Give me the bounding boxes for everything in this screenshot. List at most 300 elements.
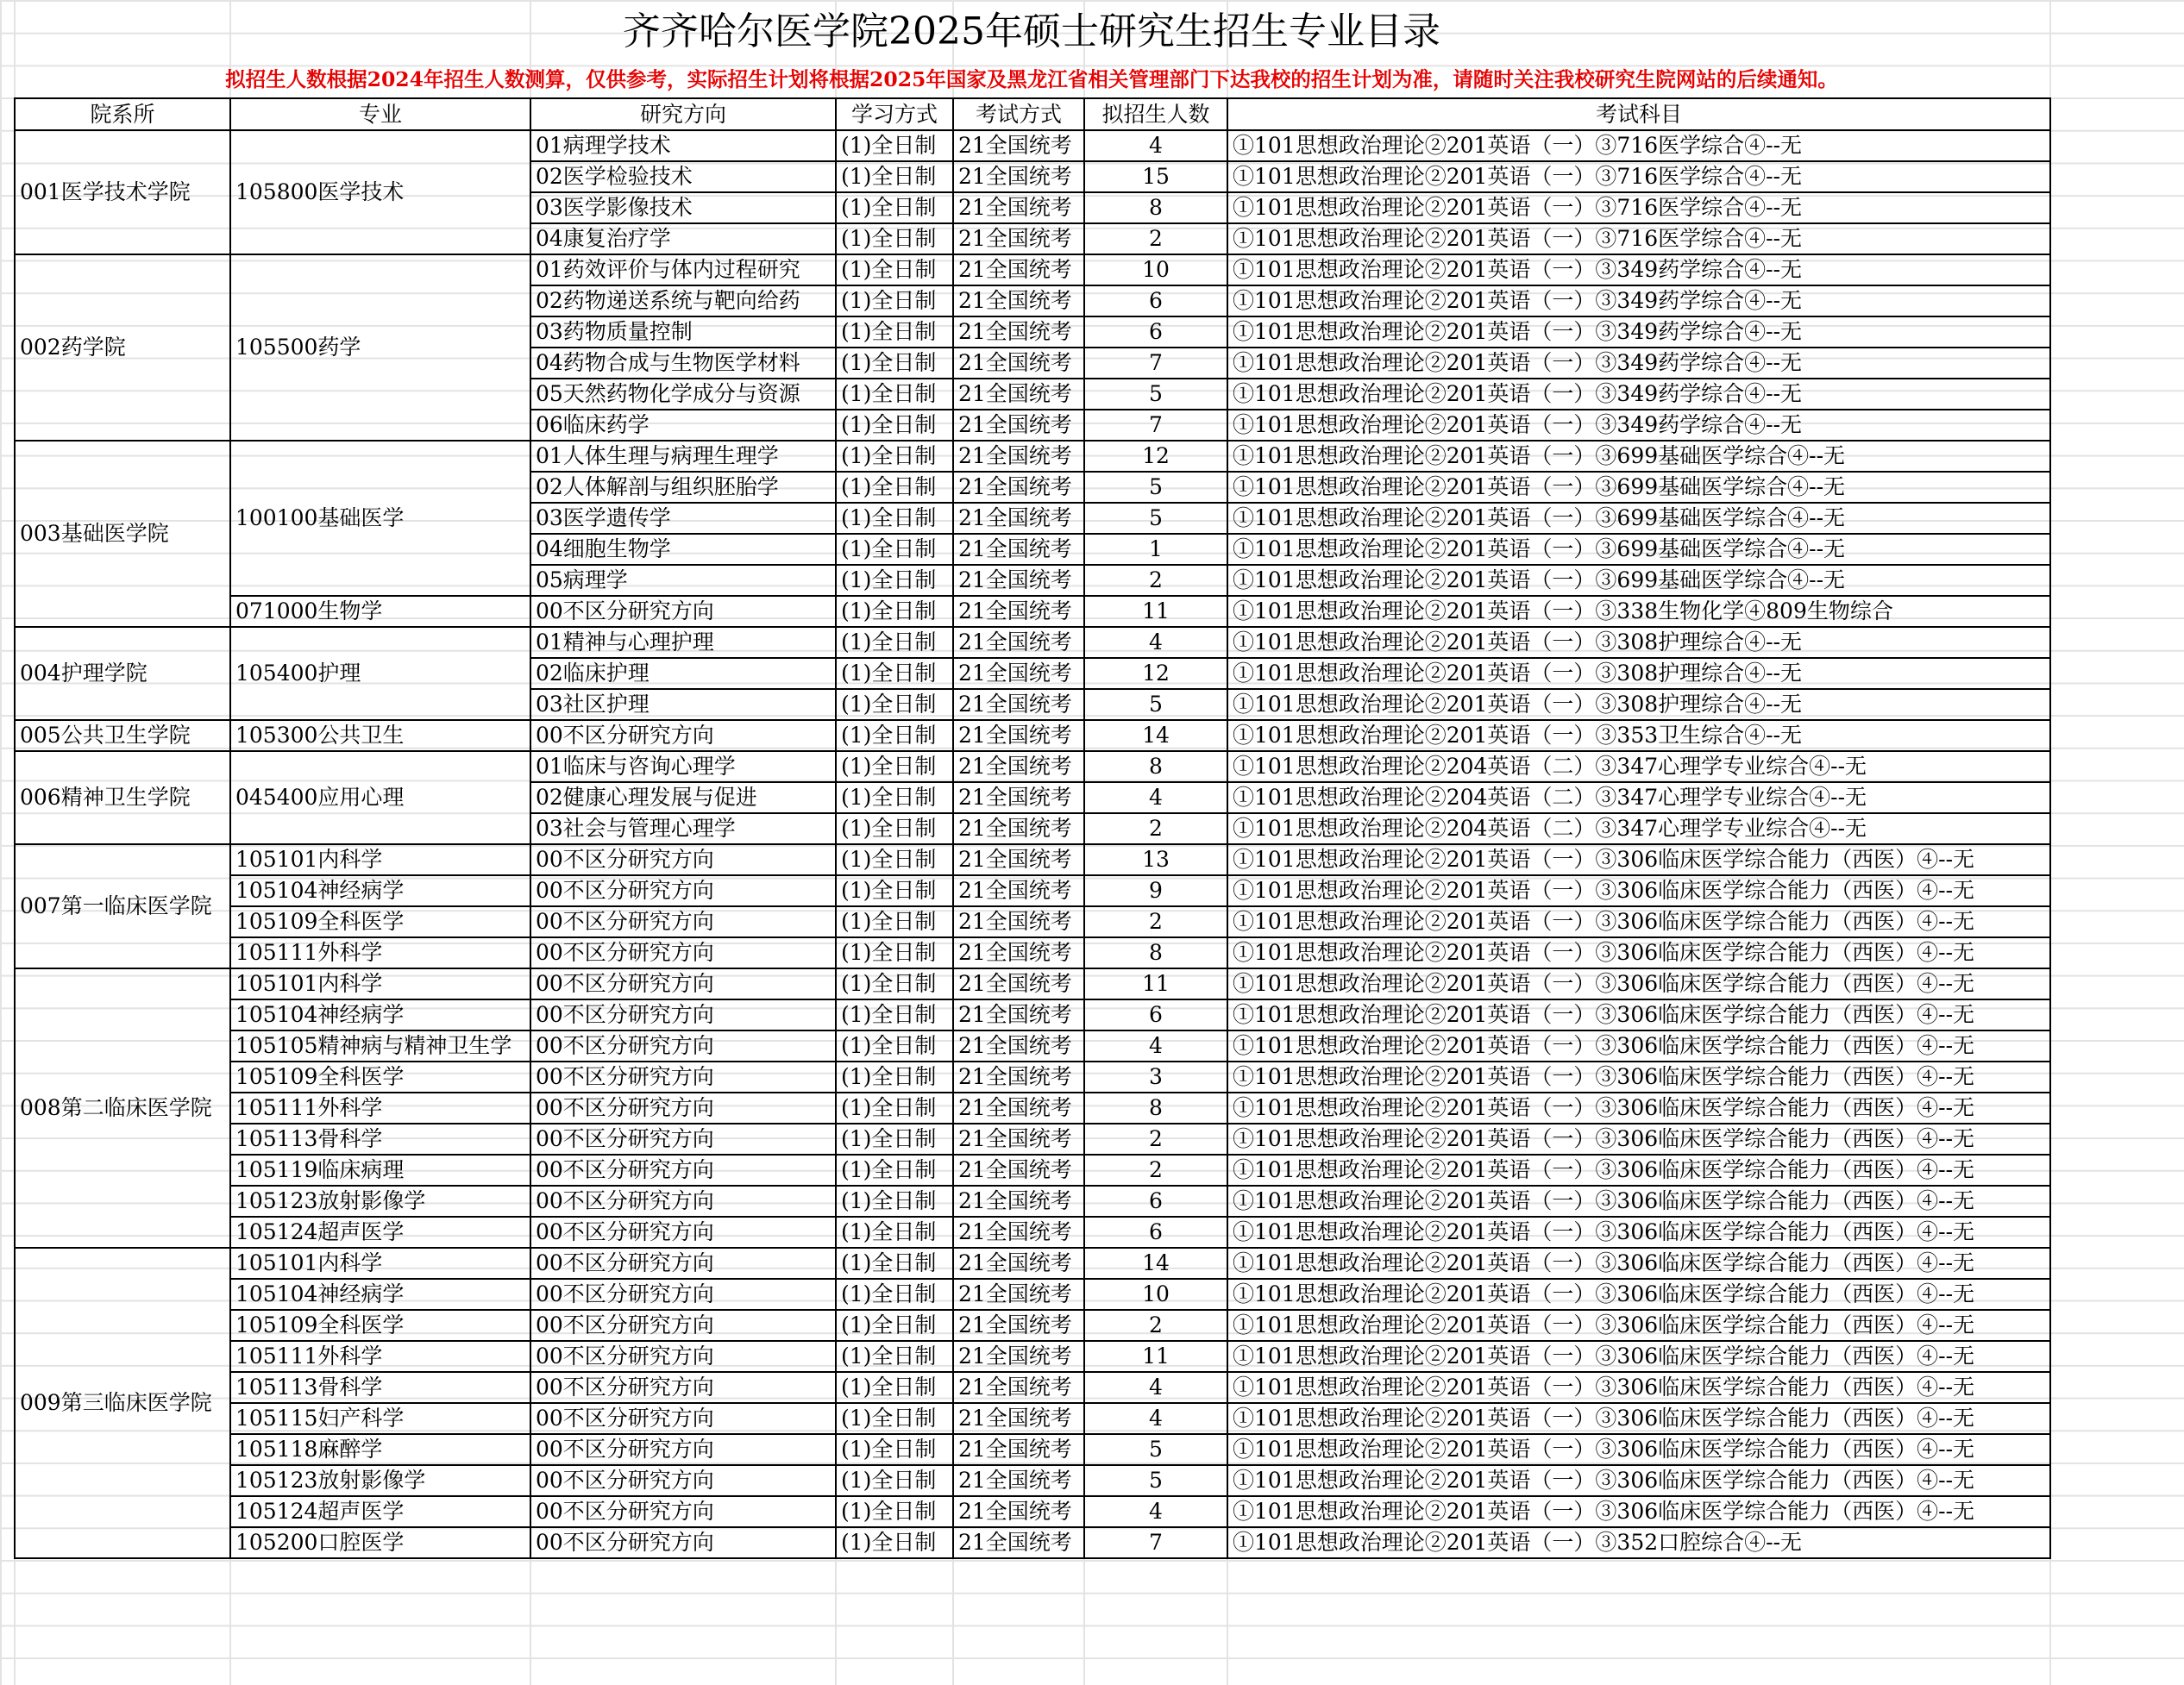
exam-subjects-cell: ①101思想政治理论②201英语（一）③306临床医学综合能力（西医）④--无 (1227, 1372, 2050, 1403)
direction-cell: 04药物合成与生物医学材料 (530, 348, 836, 379)
enrollment-cell: 9 (1084, 875, 1227, 906)
enrollment-cell: 7 (1084, 410, 1227, 441)
header-dept: 院系所 (15, 98, 230, 130)
enrollment-cell: 4 (1084, 1030, 1227, 1062)
exam-subjects-cell: ①101思想政治理论②201英语（一）③306临床医学综合能力（西医）④--无 (1227, 968, 2050, 999)
exam-mode-cell: 21全国统考 (953, 285, 1084, 316)
exam-mode-cell: 21全国统考 (953, 720, 1084, 751)
study-mode-cell: (1)全日制 (836, 192, 953, 223)
exam-subjects-cell: ①101思想政治理论②201英语（一）③716医学综合④--无 (1227, 161, 2050, 192)
header-exam-subjects: 考试科目 (1227, 98, 2050, 130)
exam-subjects-cell: ①101思想政治理论②204英语（二）③347心理学专业综合④--无 (1227, 751, 2050, 782)
table-row (15, 1248, 2050, 1279)
exam-subjects-cell: ①101思想政治理论②201英语（一）③306临床医学综合能力（西医）④--无 (1227, 1341, 2050, 1372)
table-row (15, 1124, 2050, 1155)
major-cell: 105800医学技术 (230, 130, 530, 254)
study-mode-cell: (1)全日制 (836, 534, 953, 565)
study-mode-cell: (1)全日制 (836, 1217, 953, 1248)
major-cell: 105101内科学 (230, 968, 530, 999)
direction-cell: 04细胞生物学 (530, 534, 836, 565)
study-mode-cell: (1)全日制 (836, 254, 953, 285)
exam-subjects-cell: ①101思想政治理论②201英语（一）③306临床医学综合能力（西医）④--无 (1227, 1217, 2050, 1248)
study-mode-cell: (1)全日制 (836, 1310, 953, 1341)
study-mode-cell: (1)全日制 (836, 720, 953, 751)
major-cell: 105104神经病学 (230, 999, 530, 1030)
direction-cell: 00不区分研究方向 (530, 1527, 836, 1558)
direction-cell: 03医学遗传学 (530, 503, 836, 534)
exam-subjects-cell: ①101思想政治理论②201英语（一）③349药学综合④--无 (1227, 410, 2050, 441)
direction-cell: 01病理学技术 (530, 130, 836, 161)
study-mode-cell: (1)全日制 (836, 906, 953, 937)
direction-cell: 05病理学 (530, 565, 836, 596)
direction-cell: 00不区分研究方向 (530, 1248, 836, 1279)
exam-mode-cell: 21全国统考 (953, 937, 1084, 968)
enrollment-cell: 1 (1084, 534, 1227, 565)
exam-mode-cell: 21全国统考 (953, 1217, 1084, 1248)
study-mode-cell: (1)全日制 (836, 1434, 953, 1465)
study-mode-cell: (1)全日制 (836, 1465, 953, 1496)
table-row (15, 1279, 2050, 1310)
exam-subjects-cell: ①101思想政治理论②201英语（一）③349药学综合④--无 (1227, 348, 2050, 379)
exam-subjects-cell: ①101思想政治理论②201英语（一）③349药学综合④--无 (1227, 316, 2050, 348)
enrollment-cell: 4 (1084, 782, 1227, 813)
study-mode-cell: (1)全日制 (836, 596, 953, 627)
table-row (15, 875, 2050, 906)
direction-cell: 00不区分研究方向 (530, 1124, 836, 1155)
exam-mode-cell: 21全国统考 (953, 1465, 1084, 1496)
exam-subjects-cell: ①101思想政治理论②201英语（一）③352口腔综合④--无 (1227, 1527, 2050, 1558)
exam-mode-cell: 21全国统考 (953, 348, 1084, 379)
enrollment-cell: 2 (1084, 1155, 1227, 1186)
exam-subjects-cell: ①101思想政治理论②201英语（一）③306临床医学综合能力（西医）④--无 (1227, 1155, 2050, 1186)
exam-mode-cell: 21全国统考 (953, 1062, 1084, 1093)
study-mode-cell: (1)全日制 (836, 1341, 953, 1372)
exam-mode-cell: 21全国统考 (953, 316, 1084, 348)
table-row (15, 751, 2050, 782)
major-cell: 105300公共卫生 (230, 720, 530, 751)
exam-mode-cell: 21全国统考 (953, 1155, 1084, 1186)
dept-cell: 001医学技术学院 (15, 130, 230, 254)
enrollment-cell: 11 (1084, 596, 1227, 627)
exam-subjects-cell: ①101思想政治理论②201英语（一）③306临床医学综合能力（西医）④--无 (1227, 937, 2050, 968)
table-row (15, 844, 2050, 875)
enrollment-cell: 2 (1084, 223, 1227, 254)
table-row (15, 1062, 2050, 1093)
study-mode-cell: (1)全日制 (836, 1093, 953, 1124)
enrollment-cell: 5 (1084, 503, 1227, 534)
direction-cell: 00不区分研究方向 (530, 1217, 836, 1248)
table-row (15, 937, 2050, 968)
exam-subjects-cell: ①101思想政治理论②201英语（一）③699基础医学综合④--无 (1227, 503, 2050, 534)
exam-mode-cell: 21全国统考 (953, 1248, 1084, 1279)
enrollment-cell: 8 (1084, 192, 1227, 223)
direction-cell: 01临床与咨询心理学 (530, 751, 836, 782)
enrollment-cell: 15 (1084, 161, 1227, 192)
enrollment-cell: 2 (1084, 1124, 1227, 1155)
direction-cell: 00不区分研究方向 (530, 1155, 836, 1186)
study-mode-cell: (1)全日制 (836, 937, 953, 968)
enrollment-cell: 6 (1084, 1217, 1227, 1248)
study-mode-cell: (1)全日制 (836, 1186, 953, 1217)
study-mode-cell: (1)全日制 (836, 503, 953, 534)
exam-subjects-cell: ①101思想政治理论②201英语（一）③306临床医学综合能力（西医）④--无 (1227, 844, 2050, 875)
direction-cell: 02医学检验技术 (530, 161, 836, 192)
major-cell: 105124超声医学 (230, 1217, 530, 1248)
exam-subjects-cell: ①101思想政治理论②201英语（一）③338生物化学④809生物综合 (1227, 596, 2050, 627)
exam-mode-cell: 21全国统考 (953, 161, 1084, 192)
study-mode-cell: (1)全日制 (836, 565, 953, 596)
enrollment-cell: 2 (1084, 813, 1227, 844)
exam-subjects-cell: ①101思想政治理论②201英语（一）③308护理综合④--无 (1227, 689, 2050, 720)
exam-mode-cell: 21全国统考 (953, 1434, 1084, 1465)
table-row (15, 1310, 2050, 1341)
exam-subjects-cell: ①101思想政治理论②201英语（一）③306临床医学综合能力（西医）④--无 (1227, 1124, 2050, 1155)
major-cell: 105111外科学 (230, 1093, 530, 1124)
direction-cell: 02人体解剖与组织胚胎学 (530, 472, 836, 503)
study-mode-cell: (1)全日制 (836, 1496, 953, 1527)
study-mode-cell: (1)全日制 (836, 1403, 953, 1434)
enrollment-cell: 2 (1084, 906, 1227, 937)
direction-cell: 00不区分研究方向 (530, 1093, 836, 1124)
direction-cell: 00不区分研究方向 (530, 875, 836, 906)
exam-subjects-cell: ①101思想政治理论②201英语（一）③306临床医学综合能力（西医）④--无 (1227, 1279, 2050, 1310)
enrollment-cell: 2 (1084, 1310, 1227, 1341)
direction-cell: 00不区分研究方向 (530, 999, 836, 1030)
table-row (15, 441, 2050, 472)
enrollment-cell: 8 (1084, 937, 1227, 968)
study-mode-cell: (1)全日制 (836, 410, 953, 441)
direction-cell: 02临床护理 (530, 658, 836, 689)
exam-mode-cell: 21全国统考 (953, 968, 1084, 999)
exam-subjects-cell: ①101思想政治理论②201英语（一）③716医学综合④--无 (1227, 130, 2050, 161)
major-cell: 105101内科学 (230, 1248, 530, 1279)
table-row (15, 999, 2050, 1030)
exam-mode-cell: 21全国统考 (953, 782, 1084, 813)
table-row (15, 1030, 2050, 1062)
exam-subjects-cell: ①101思想政治理论②201英语（一）③699基础医学综合④--无 (1227, 565, 2050, 596)
exam-mode-cell: 21全国统考 (953, 627, 1084, 658)
study-mode-cell: (1)全日制 (836, 348, 953, 379)
study-mode-cell: (1)全日制 (836, 627, 953, 658)
direction-cell: 00不区分研究方向 (530, 720, 836, 751)
exam-mode-cell: 21全国统考 (953, 472, 1084, 503)
enrollment-cell: 5 (1084, 472, 1227, 503)
enrollment-cell: 7 (1084, 348, 1227, 379)
study-mode-cell: (1)全日制 (836, 441, 953, 472)
exam-mode-cell: 21全国统考 (953, 875, 1084, 906)
direction-cell: 03社区护理 (530, 689, 836, 720)
major-cell: 105500药学 (230, 254, 530, 441)
table-row (15, 1434, 2050, 1465)
dept-cell: 008第二临床医学院 (15, 968, 230, 1248)
study-mode-cell: (1)全日制 (836, 1372, 953, 1403)
exam-subjects-cell: ①101思想政治理论②201英语（一）③306临床医学综合能力（西医）④--无 (1227, 906, 2050, 937)
table-row (15, 720, 2050, 751)
enrollment-cell: 13 (1084, 844, 1227, 875)
enrollment-cell: 8 (1084, 751, 1227, 782)
exam-subjects-cell: ①101思想政治理论②204英语（二）③347心理学专业综合④--无 (1227, 782, 2050, 813)
exam-subjects-cell: ①101思想政治理论②201英语（一）③349药学综合④--无 (1227, 379, 2050, 410)
direction-cell: 00不区分研究方向 (530, 1310, 836, 1341)
direction-cell: 00不区分研究方向 (530, 1341, 836, 1372)
study-mode-cell: (1)全日制 (836, 161, 953, 192)
table-row (15, 1496, 2050, 1527)
major-cell: 105104神经病学 (230, 1279, 530, 1310)
major-cell: 105123放射影像学 (230, 1186, 530, 1217)
study-mode-cell: (1)全日制 (836, 751, 953, 782)
direction-cell: 03医学影像技术 (530, 192, 836, 223)
direction-cell: 04康复治疗学 (530, 223, 836, 254)
exam-subjects-cell: ①101思想政治理论②201英语（一）③306临床医学综合能力（西医）④--无 (1227, 1496, 2050, 1527)
dept-cell: 004护理学院 (15, 627, 230, 720)
dept-cell: 002药学院 (15, 254, 230, 441)
exam-mode-cell: 21全国统考 (953, 1403, 1084, 1434)
table-row (15, 1465, 2050, 1496)
enrollment-cell: 4 (1084, 1403, 1227, 1434)
exam-mode-cell: 21全国统考 (953, 999, 1084, 1030)
exam-mode-cell: 21全国统考 (953, 658, 1084, 689)
enrollment-cell: 4 (1084, 130, 1227, 161)
exam-mode-cell: 21全国统考 (953, 565, 1084, 596)
major-cell: 105115妇产科学 (230, 1403, 530, 1434)
exam-subjects-cell: ①101思想政治理论②201英语（一）③306临床医学综合能力（西医）④--无 (1227, 1403, 2050, 1434)
direction-cell: 00不区分研究方向 (530, 937, 836, 968)
exam-subjects-cell: ①101思想政治理论②201英语（一）③349药学综合④--无 (1227, 254, 2050, 285)
major-cell: 105119临床病理 (230, 1155, 530, 1186)
exam-subjects-cell: ①101思想政治理论②201英语（一）③306临床医学综合能力（西医）④--无 (1227, 1465, 2050, 1496)
exam-mode-cell: 21全国统考 (953, 1527, 1084, 1558)
enrollment-cell: 7 (1084, 1527, 1227, 1558)
direction-cell: 06临床药学 (530, 410, 836, 441)
exam-mode-cell: 21全国统考 (953, 689, 1084, 720)
direction-cell: 05天然药物化学成分与资源 (530, 379, 836, 410)
dept-cell: 007第一临床医学院 (15, 844, 230, 968)
study-mode-cell: (1)全日制 (836, 875, 953, 906)
exam-mode-cell: 21全国统考 (953, 130, 1084, 161)
exam-mode-cell: 21全国统考 (953, 1341, 1084, 1372)
study-mode-cell: (1)全日制 (836, 1062, 953, 1093)
study-mode-cell: (1)全日制 (836, 130, 953, 161)
major-cell: 071000生物学 (230, 596, 530, 627)
exam-mode-cell: 21全国统考 (953, 596, 1084, 627)
enrollment-cell: 8 (1084, 1093, 1227, 1124)
table-row (15, 1217, 2050, 1248)
header-row (15, 98, 2050, 130)
exam-subjects-cell: ①101思想政治理论②201英语（一）③308护理综合④--无 (1227, 658, 2050, 689)
exam-subjects-cell: ①101思想政治理论②201英语（一）③349药学综合④--无 (1227, 285, 2050, 316)
exam-subjects-cell: ①101思想政治理论②201英语（一）③306临床医学综合能力（西医）④--无 (1227, 1093, 2050, 1124)
study-mode-cell: (1)全日制 (836, 968, 953, 999)
exam-subjects-cell: ①101思想政治理论②201英语（一）③699基础医学综合④--无 (1227, 441, 2050, 472)
major-cell: 105104神经病学 (230, 875, 530, 906)
exam-subjects-cell: ①101思想政治理论②201英语（一）③306临床医学综合能力（西医）④--无 (1227, 875, 2050, 906)
study-mode-cell: (1)全日制 (836, 1279, 953, 1310)
major-cell: 105109全科医学 (230, 1310, 530, 1341)
direction-cell: 01药效评价与体内过程研究 (530, 254, 836, 285)
exam-mode-cell: 21全国统考 (953, 410, 1084, 441)
exam-mode-cell: 21全国统考 (953, 1124, 1084, 1155)
direction-cell: 00不区分研究方向 (530, 1062, 836, 1093)
major-cell: 105400护理 (230, 627, 530, 720)
study-mode-cell: (1)全日制 (836, 1155, 953, 1186)
table-row (15, 254, 2050, 285)
catalog-body (15, 130, 2050, 1558)
study-mode-cell: (1)全日制 (836, 223, 953, 254)
exam-subjects-cell: ①101思想政治理论②201英语（一）③306临床医学综合能力（西医）④--无 (1227, 1248, 2050, 1279)
enrollment-cell: 6 (1084, 285, 1227, 316)
exam-mode-cell: 21全国统考 (953, 1093, 1084, 1124)
direction-cell: 00不区分研究方向 (530, 968, 836, 999)
major-cell: 100100基础医学 (230, 441, 530, 596)
study-mode-cell: (1)全日制 (836, 844, 953, 875)
study-mode-cell: (1)全日制 (836, 285, 953, 316)
direction-cell: 00不区分研究方向 (530, 844, 836, 875)
direction-cell: 00不区分研究方向 (530, 1030, 836, 1062)
direction-cell: 00不区分研究方向 (530, 1465, 836, 1496)
direction-cell: 00不区分研究方向 (530, 906, 836, 937)
direction-cell: 03社会与管理心理学 (530, 813, 836, 844)
exam-subjects-cell: ①101思想政治理论②201英语（一）③306临床医学综合能力（西医）④--无 (1227, 1310, 2050, 1341)
enrollment-cell: 12 (1084, 441, 1227, 472)
notice-text: 拟招生人数根据2024年招生人数测算，仅供参考，实际招生计划将根据2025年国家及黑龙江省相关管理部门下达我校的招生计划为准，请随时关注我校研究生院网站的后续通知。 (225, 67, 1838, 91)
direction-cell: 00不区分研究方向 (530, 1403, 836, 1434)
direction-cell: 01人体生理与病理生理学 (530, 441, 836, 472)
exam-mode-cell: 21全国统考 (953, 813, 1084, 844)
enrollment-cell: 14 (1084, 1248, 1227, 1279)
table-row (15, 1093, 2050, 1124)
major-cell: 105105精神病与精神卫生学 (230, 1030, 530, 1062)
exam-subjects-cell: ①101思想政治理论②201英语（一）③716医学综合④--无 (1227, 192, 2050, 223)
major-cell: 105118麻醉学 (230, 1434, 530, 1465)
major-cell: 105113骨科学 (230, 1372, 530, 1403)
study-mode-cell: (1)全日制 (836, 316, 953, 348)
enrollment-cell: 5 (1084, 1465, 1227, 1496)
dept-cell: 005公共卫生学院 (15, 720, 230, 751)
major-cell: 105200口腔医学 (230, 1527, 530, 1558)
enrollment-cell: 11 (1084, 1341, 1227, 1372)
exam-mode-cell: 21全国统考 (953, 844, 1084, 875)
exam-mode-cell: 21全国统考 (953, 1310, 1084, 1341)
page-title: 齐齐哈尔医学院2025年硕士研究生招生专业目录 (623, 9, 1440, 53)
exam-subjects-cell: ①101思想政治理论②201英语（一）③353卫生综合④--无 (1227, 720, 2050, 751)
exam-mode-cell: 21全国统考 (953, 906, 1084, 937)
exam-subjects-cell: ①101思想政治理论②201英语（一）③716医学综合④--无 (1227, 223, 2050, 254)
header-direction: 研究方向 (530, 98, 836, 130)
enrollment-cell: 6 (1084, 1186, 1227, 1217)
header-exam-mode: 考试方式 (953, 98, 1084, 130)
exam-mode-cell: 21全国统考 (953, 1496, 1084, 1527)
enrollment-cell: 12 (1084, 658, 1227, 689)
study-mode-cell: (1)全日制 (836, 379, 953, 410)
header-enrollment: 拟招生人数 (1084, 98, 1227, 130)
direction-cell: 01精神与心理护理 (530, 627, 836, 658)
table-row (15, 1403, 2050, 1434)
enrollment-cell: 6 (1084, 316, 1227, 348)
direction-cell: 00不区分研究方向 (530, 1186, 836, 1217)
enrollment-cell: 5 (1084, 689, 1227, 720)
header-study-mode: 学习方式 (836, 98, 953, 130)
study-mode-cell: (1)全日制 (836, 1527, 953, 1558)
enrollment-cell: 10 (1084, 254, 1227, 285)
catalog-table (14, 97, 2051, 1559)
exam-mode-cell: 21全国统考 (953, 223, 1084, 254)
direction-cell: 03药物质量控制 (530, 316, 836, 348)
exam-mode-cell: 21全国统考 (953, 534, 1084, 565)
enrollment-cell: 5 (1084, 379, 1227, 410)
major-cell: 105101内科学 (230, 844, 530, 875)
exam-subjects-cell: ①101思想政治理论②201英语（一）③699基础医学综合④--无 (1227, 472, 2050, 503)
exam-mode-cell: 21全国统考 (953, 254, 1084, 285)
exam-subjects-cell: ①101思想政治理论②201英语（一）③308护理综合④--无 (1227, 627, 2050, 658)
enrollment-cell: 10 (1084, 1279, 1227, 1310)
major-cell: 105124超声医学 (230, 1496, 530, 1527)
enrollment-cell: 5 (1084, 1434, 1227, 1465)
exam-mode-cell: 21全国统考 (953, 1372, 1084, 1403)
dept-cell: 003基础医学院 (15, 441, 230, 627)
direction-cell: 00不区分研究方向 (530, 1372, 836, 1403)
exam-mode-cell: 21全国统考 (953, 1030, 1084, 1062)
direction-cell: 00不区分研究方向 (530, 1434, 836, 1465)
exam-subjects-cell: ①101思想政治理论②204英语（二）③347心理学专业综合④--无 (1227, 813, 2050, 844)
table-row (15, 968, 2050, 999)
table-row (15, 1155, 2050, 1186)
table-row (15, 906, 2050, 937)
study-mode-cell: (1)全日制 (836, 782, 953, 813)
enrollment-cell: 11 (1084, 968, 1227, 999)
exam-subjects-cell: ①101思想政治理论②201英语（一）③306临床医学综合能力（西医）④--无 (1227, 1062, 2050, 1093)
study-mode-cell: (1)全日制 (836, 999, 953, 1030)
dept-cell: 006精神卫生学院 (15, 751, 230, 844)
study-mode-cell: (1)全日制 (836, 1124, 953, 1155)
major-cell: 045400应用心理 (230, 751, 530, 844)
direction-cell: 00不区分研究方向 (530, 1279, 836, 1310)
study-mode-cell: (1)全日制 (836, 1248, 953, 1279)
exam-subjects-cell: ①101思想政治理论②201英语（一）③306临床医学综合能力（西医）④--无 (1227, 1186, 2050, 1217)
major-cell: 105111外科学 (230, 937, 530, 968)
exam-mode-cell: 21全国统考 (953, 192, 1084, 223)
table-row (15, 130, 2050, 161)
exam-subjects-cell: ①101思想政治理论②201英语（一）③699基础医学综合④--无 (1227, 534, 2050, 565)
enrollment-cell: 6 (1084, 999, 1227, 1030)
exam-mode-cell: 21全国统考 (953, 1186, 1084, 1217)
table-row (15, 596, 2050, 627)
table-row (15, 1186, 2050, 1217)
direction-cell: 00不区分研究方向 (530, 1496, 836, 1527)
major-cell: 105111外科学 (230, 1341, 530, 1372)
table-row (15, 1341, 2050, 1372)
header-major: 专业 (230, 98, 530, 130)
table-row (15, 1372, 2050, 1403)
exam-subjects-cell: ①101思想政治理论②201英语（一）③306临床医学综合能力（西医）④--无 (1227, 1030, 2050, 1062)
table-row (15, 1527, 2050, 1558)
major-cell: 105109全科医学 (230, 1062, 530, 1093)
study-mode-cell: (1)全日制 (836, 813, 953, 844)
study-mode-cell: (1)全日制 (836, 1030, 953, 1062)
exam-subjects-cell: ①101思想政治理论②201英语（一）③306临床医学综合能力（西医）④--无 (1227, 1434, 2050, 1465)
exam-mode-cell: 21全国统考 (953, 751, 1084, 782)
exam-mode-cell: 21全国统考 (953, 1279, 1084, 1310)
direction-cell: 00不区分研究方向 (530, 596, 836, 627)
enrollment-cell: 4 (1084, 1496, 1227, 1527)
major-cell: 105109全科医学 (230, 906, 530, 937)
major-cell: 105113骨科学 (230, 1124, 530, 1155)
exam-mode-cell: 21全国统考 (953, 441, 1084, 472)
enrollment-cell: 4 (1084, 1372, 1227, 1403)
exam-subjects-cell: ①101思想政治理论②201英语（一）③306临床医学综合能力（西医）④--无 (1227, 999, 2050, 1030)
study-mode-cell: (1)全日制 (836, 472, 953, 503)
enrollment-cell: 4 (1084, 627, 1227, 658)
study-mode-cell: (1)全日制 (836, 658, 953, 689)
